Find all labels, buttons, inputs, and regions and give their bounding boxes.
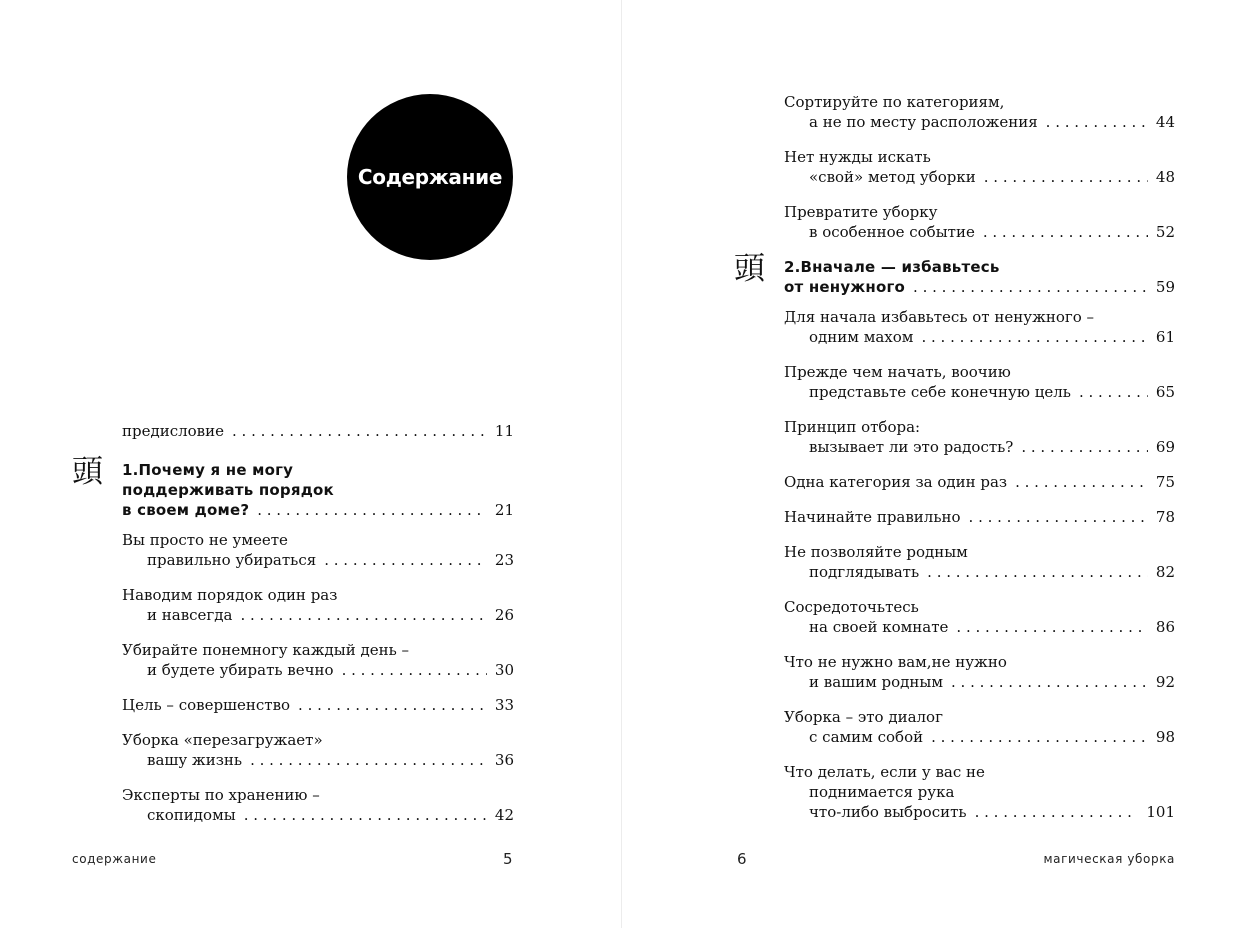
toc-page-number: 36 — [494, 751, 514, 769]
toc-entry-title: в особенное событие — [809, 223, 975, 241]
toc-entry-title: подглядывать — [809, 563, 920, 581]
toc-page-number: 65 — [1155, 383, 1175, 401]
toc-page-number: 82 — [1155, 563, 1175, 581]
leader-dots — [969, 507, 1148, 527]
toc-entry-final-line — [784, 382, 1175, 402]
table-of-contents-left — [72, 421, 514, 840]
toc-entry — [784, 417, 1175, 457]
toc-entry-line: Сортируйте по категориям, — [784, 93, 1005, 111]
toc-entry-line: Прежде чем начать, воочию — [784, 363, 1011, 381]
toc-page-number: 42 — [494, 806, 514, 824]
toc-entry — [784, 92, 1175, 132]
toc-entry-final-line — [122, 500, 514, 520]
toc-chapter-entry — [734, 251, 1175, 297]
toc-entry-title: правильно убираться — [147, 551, 317, 569]
toc-entry-title: вызывает ли это радость? — [809, 438, 1014, 456]
toc-entry-title: вашу жизнь — [147, 751, 243, 769]
toc-entry-title: Цель – совершенство — [122, 696, 291, 714]
toc-entry-final-line — [784, 562, 1175, 582]
leader-dots — [951, 672, 1148, 692]
toc-entry-title: на своей комнате — [809, 618, 949, 636]
toc-entry-final-line — [784, 167, 1175, 187]
toc-entry-title: а не по месту расположения — [809, 113, 1038, 131]
page-number-left: 5 — [503, 850, 513, 868]
toc-entry — [784, 542, 1175, 582]
toc-entry — [784, 307, 1175, 347]
toc-entry-title: представьте себе конечную цель — [809, 383, 1071, 401]
toc-entry — [784, 472, 1175, 492]
leader-dots — [257, 500, 487, 520]
leader-dots — [244, 805, 487, 825]
leader-dots — [232, 421, 487, 441]
running-footer-left: содержание — [72, 852, 157, 866]
toc-page-number: 92 — [1155, 673, 1175, 691]
leader-dots — [342, 660, 487, 680]
toc-entry-title: что-либо выбросить — [809, 803, 967, 821]
toc-entry-line: Убирайте понемногу каждый день – — [122, 641, 410, 659]
leader-dots — [921, 327, 1147, 347]
toc-page-number: 86 — [1155, 618, 1175, 636]
toc-entry — [122, 640, 514, 680]
toc-entry-final-line — [122, 695, 514, 715]
toc-entry-final-line — [122, 605, 514, 625]
leader-dots — [324, 550, 487, 570]
toc-entry-final-line — [122, 660, 514, 680]
toc-page-number: 78 — [1155, 508, 1175, 526]
leader-dots — [240, 605, 486, 625]
leader-dots — [1046, 112, 1148, 132]
toc-entry — [122, 530, 514, 570]
toc-page-number: 98 — [1155, 728, 1175, 746]
table-of-contents-right — [734, 92, 1175, 837]
leader-dots — [984, 167, 1148, 187]
toc-entry — [122, 585, 514, 625]
toc-entry-title: и навсегда — [147, 606, 233, 624]
toc-page-number: 44 — [1155, 113, 1175, 131]
leader-dots — [250, 750, 487, 770]
kanji-icon: 頭 — [72, 454, 104, 490]
toc-entry-title: и будете убирать вечно — [147, 661, 334, 679]
toc-entry-line: Принцип отбора: — [784, 418, 921, 436]
toc-entry-final-line — [784, 507, 1175, 527]
toc-page-number: 59 — [1155, 278, 1175, 296]
toc-page-number: 101 — [1146, 803, 1175, 821]
toc-entry — [122, 695, 514, 715]
toc-entry-title: «свой» метод уборки — [809, 168, 976, 186]
toc-entry-final-line — [784, 327, 1175, 347]
leader-dots — [298, 695, 487, 715]
toc-entry-title: скопидомы — [147, 806, 236, 824]
toc-page-number: 23 — [494, 551, 514, 569]
toc-entry-line: поднимается рука — [809, 783, 955, 801]
toc-entry-final-line — [784, 222, 1175, 242]
page-number-right: 6 — [737, 850, 747, 868]
toc-entry-final-line — [784, 727, 1175, 747]
toc-entry — [784, 597, 1175, 637]
toc-entry-line: Превратите уборку — [784, 203, 938, 221]
leader-dots — [1079, 382, 1148, 402]
toc-entry-line: Сосредоточьтесь — [784, 598, 919, 616]
leader-dots — [913, 277, 1148, 297]
toc-entry — [784, 652, 1175, 692]
toc-page-number: 69 — [1155, 438, 1175, 456]
toc-entry-line: Эксперты по хранению – — [122, 786, 320, 804]
toc-entry-line: 1.Почему я не могу — [122, 461, 294, 479]
toc-entry-final-line — [784, 277, 1175, 297]
toc-entry-line: 2.Вначале — избавьтесь — [784, 258, 1000, 276]
toc-page-number: 26 — [494, 606, 514, 624]
toc-entry-line: Вы просто не умеете — [122, 531, 288, 549]
right-page — [622, 0, 1241, 928]
toc-entry-final-line — [784, 437, 1175, 457]
leader-dots — [956, 617, 1147, 637]
toc-entry-title: с самим собой — [809, 728, 924, 746]
toc-entry-final-line — [122, 421, 514, 441]
toc-entry-final-line — [122, 550, 514, 570]
toc-entry — [784, 147, 1175, 187]
toc-entry-title: предисловие — [122, 422, 224, 440]
toc-entry — [122, 785, 514, 825]
toc-entry-line: Для начала избавьтесь от ненужного – — [784, 308, 1095, 326]
contents-heading: Содержание — [357, 165, 503, 189]
toc-page-number: 11 — [494, 422, 514, 440]
toc-entry-line: Наводим порядок один раз — [122, 586, 338, 604]
toc-entry-line: поддерживать порядок — [122, 481, 334, 499]
toc-page-number: 48 — [1155, 168, 1175, 186]
toc-entry-final-line — [122, 805, 514, 825]
toc-entry — [784, 507, 1175, 527]
heading-circle — [347, 94, 513, 260]
toc-entry-title: от ненужного — [784, 278, 906, 296]
kanji-icon: 頭 — [734, 251, 766, 287]
leader-dots — [1021, 437, 1148, 457]
toc-entry-title: Одна категория за один раз — [784, 473, 1008, 491]
toc-page-number: 52 — [1155, 223, 1175, 241]
toc-entry-final-line — [784, 112, 1175, 132]
toc-entry — [784, 762, 1175, 822]
toc-page-number: 75 — [1155, 473, 1175, 491]
toc-page-number: 33 — [494, 696, 514, 714]
toc-chapter-entry — [72, 454, 514, 520]
toc-page-number: 30 — [494, 661, 514, 679]
toc-entry — [122, 421, 514, 441]
toc-entry — [784, 202, 1175, 242]
toc-entry — [122, 730, 514, 770]
toc-page-number: 61 — [1155, 328, 1175, 346]
toc-entry-final-line — [784, 672, 1175, 692]
toc-entry-title: в своем доме? — [122, 501, 250, 519]
toc-entry-line: Что не нужно вам,не нужно — [784, 653, 1007, 671]
toc-entry-final-line — [784, 802, 1175, 822]
toc-entry-line: Не позволяйте родным — [784, 543, 968, 561]
toc-entry-line: Нет нужды искать — [784, 148, 931, 166]
toc-entry-final-line — [122, 750, 514, 770]
toc-entry — [784, 707, 1175, 747]
toc-entry-final-line — [784, 472, 1175, 492]
toc-entry-title: Начинайте правильно — [784, 508, 961, 526]
toc-entry-line: Что делать, если у вас не — [784, 763, 985, 781]
leader-dots — [931, 727, 1148, 747]
toc-page-number: 21 — [494, 501, 514, 519]
toc-entry-title: одним махом — [809, 328, 914, 346]
toc-entry-line: Уборка – это диалог — [784, 708, 943, 726]
toc-entry — [784, 362, 1175, 402]
leader-dots — [983, 222, 1148, 242]
toc-entry-final-line — [784, 617, 1175, 637]
toc-entry-title: и вашим родным — [809, 673, 944, 691]
leader-dots — [927, 562, 1148, 582]
left-page — [0, 0, 620, 928]
leader-dots — [1015, 472, 1148, 492]
running-footer-right: магическая уборка — [1043, 852, 1175, 866]
leader-dots — [975, 802, 1139, 822]
toc-entry-line: Уборка «перезагружает» — [122, 731, 323, 749]
